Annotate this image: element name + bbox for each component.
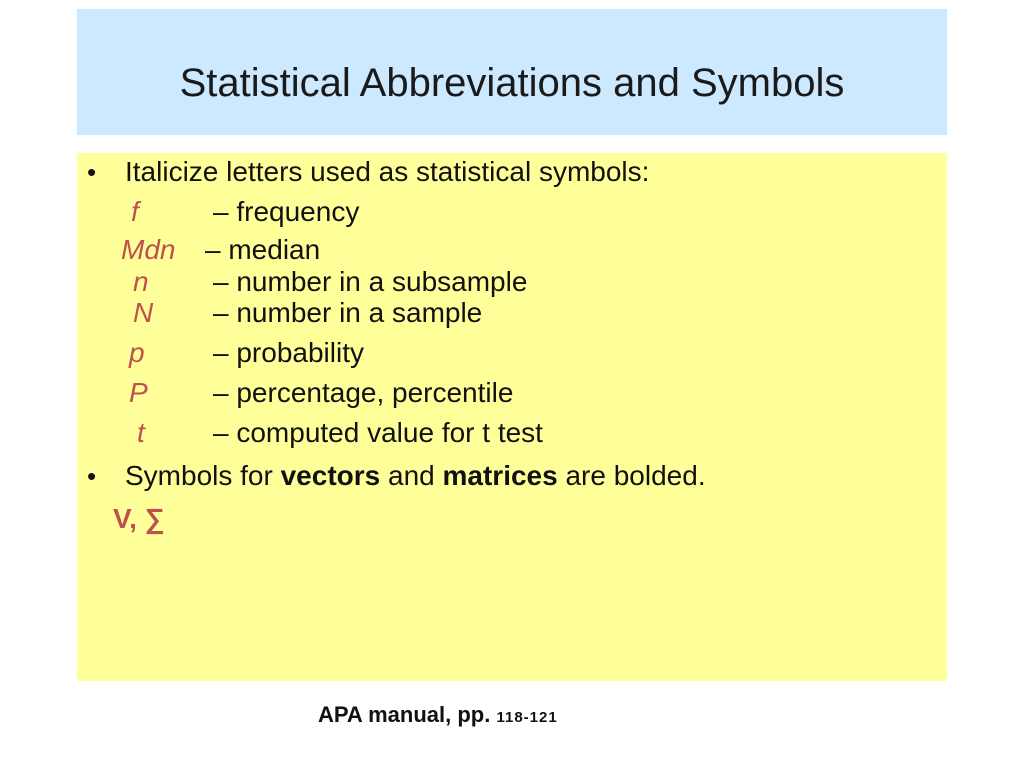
bold-matrices: matrices xyxy=(442,460,558,491)
bullet-item-italicize xyxy=(77,155,937,189)
bullet-item-bolded xyxy=(77,459,937,493)
symbol-glyph: f xyxy=(131,196,139,227)
symbol-definition: – percentage, percentile xyxy=(213,377,514,408)
citation-separator: , pp. xyxy=(445,702,497,727)
symbol-row-subsample xyxy=(77,265,937,299)
bullet-marker: • xyxy=(87,461,97,491)
symbol-row-frequency xyxy=(77,195,937,229)
symbol-row-percentage xyxy=(77,376,937,410)
citation-pages: 118-121 xyxy=(496,709,558,726)
symbol-definition: – frequency xyxy=(213,196,360,227)
symbol-glyph: N xyxy=(133,297,154,328)
symbol-glyph: Mdn xyxy=(121,234,176,265)
symbol-glyph: n xyxy=(133,266,149,297)
symbol-row-t-test xyxy=(77,416,937,450)
title-banner xyxy=(77,9,947,135)
bullet-text-middle: and xyxy=(380,460,443,491)
symbol-definition: – computed value for t test xyxy=(213,417,543,448)
bullet-text: Italicize letters used as statistical symbols: xyxy=(125,156,650,187)
symbol-row-median xyxy=(77,233,937,267)
bullet-text-after: are bolded. xyxy=(557,460,706,491)
symbol-definition: – probability xyxy=(213,337,364,368)
symbol-row-probability xyxy=(77,336,937,370)
symbol-definition: – median xyxy=(205,234,321,265)
symbol-definition: – number in a subsample xyxy=(213,266,528,297)
citation-source: APA manual xyxy=(318,702,446,727)
symbol-glyph: t xyxy=(137,417,145,448)
symbol-row-sample xyxy=(77,296,937,330)
source-citation xyxy=(318,702,558,728)
symbol-definition: – number in a sample xyxy=(213,297,483,328)
bullet-marker: • xyxy=(87,157,97,187)
symbol-glyph: P xyxy=(129,377,148,408)
bold-vectors: vectors xyxy=(280,460,381,491)
bullet-text xyxy=(125,459,706,493)
vector-matrix-symbols: V, ∑ xyxy=(113,503,165,534)
content-panel xyxy=(77,153,947,681)
slide-title: Statistical Abbreviations and Symbols xyxy=(179,61,845,105)
symbol-glyph: p xyxy=(129,337,145,368)
bullet-text-before: Symbols for xyxy=(125,460,281,491)
